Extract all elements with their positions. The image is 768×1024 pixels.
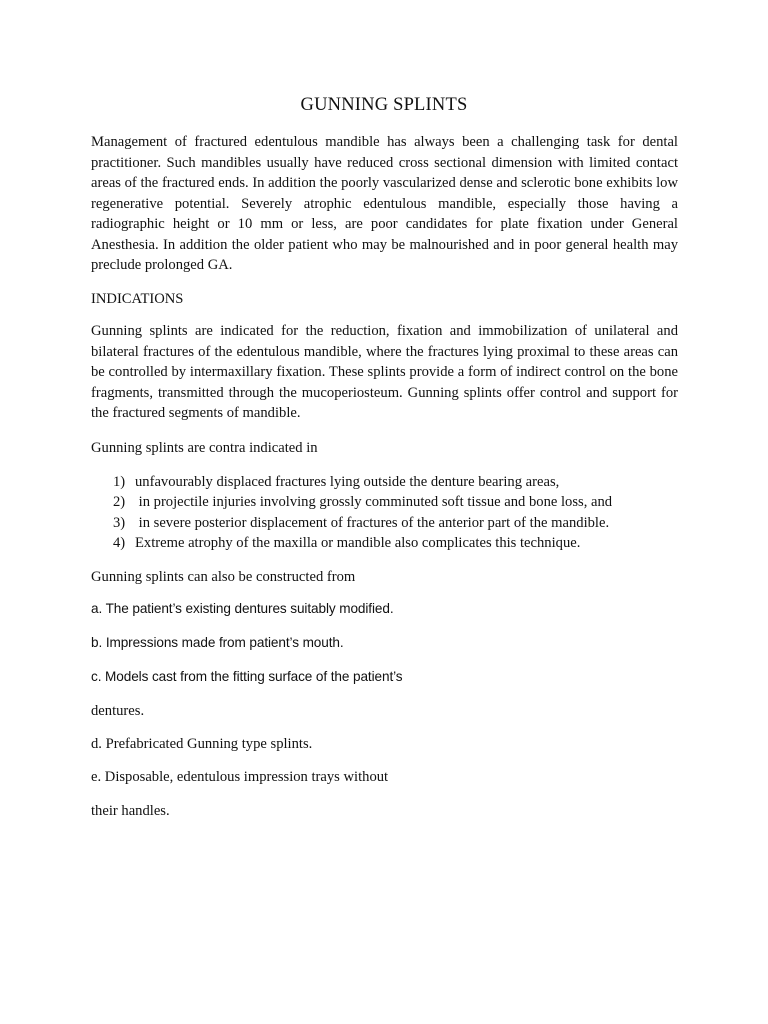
list-item [113,492,612,512]
construct-item-c: c. Models cast from the fitting surface of the patient’s [91,669,403,684]
construct-item-e: e. Disposable, edentulous impression trays without [91,769,389,785]
construct-item-b: b. Impressions made from patient’s mouth. [91,635,344,650]
list-item [113,533,612,553]
construct-item-d: d. Prefabricated Gunning type splints. [91,736,313,752]
list-item-text: in severe posterior displacement of fractures of the anterior part of the mandible. [135,514,610,531]
list-item [113,513,612,533]
page-title: GUNNING SPLINTS [300,95,468,115]
list-item-number: 2) [113,494,126,511]
construct-intro: Gunning splints can also be constructed from [91,569,356,585]
list-item-number: 3) [113,514,126,531]
indications-heading: INDICATIONS [91,291,184,307]
list-item-text: unfavourably displaced fractures lying outside the denture bearing areas, [135,474,560,490]
construct-item-e-continued: their handles. [91,803,170,819]
contra-intro: Gunning splints are contra indicated in [91,440,318,456]
list-item-text: in projectile injuries involving grossly comminuted soft tissue and bone loss, and [135,494,613,511]
list-item [113,472,612,492]
list-item-number: 1) [113,474,126,490]
indications-paragraph: Gunning splints are indicated for the reduction, fixation and immobilization of unilateral and bilateral fractures of the edentulous mandible, where the fractures lying proximal to these areas can be controlled by intermaxillary fixation. These splints provide a form of indirect control on the bone fragments, transmitted through the mucoperiosteum. Gunning splints offer control and support for the fractured segments of mandible. [91,323,678,421]
construct-item-c-continued: dentures. [91,703,145,719]
list-item-text: Extreme atrophy of the maxilla or mandible also complicates this technique. [135,535,581,552]
construct-item-a: a. The patient’s existing dentures suitably modified. [91,601,394,616]
list-item-number: 4) [113,535,126,552]
contraindications-list [113,472,612,554]
intro-paragraph: Management of fractured edentulous mandible has always been a challenging task for dental practitioner. Such mandibles usually have reduced cross sectional dimension with limited contact areas of the fractured ends. In addition the poorly vascularized dense and sclerotic bone exhibits low regenerative potential. Severely atrophic edentulous mandible, especially those having a radiographic height or 10 mm or less, are poor candidates for plate fixation under General Anesthesia. In addition the older patient who may be malnourished and in poor general health may preclude prolonged GA. [91,134,678,273]
